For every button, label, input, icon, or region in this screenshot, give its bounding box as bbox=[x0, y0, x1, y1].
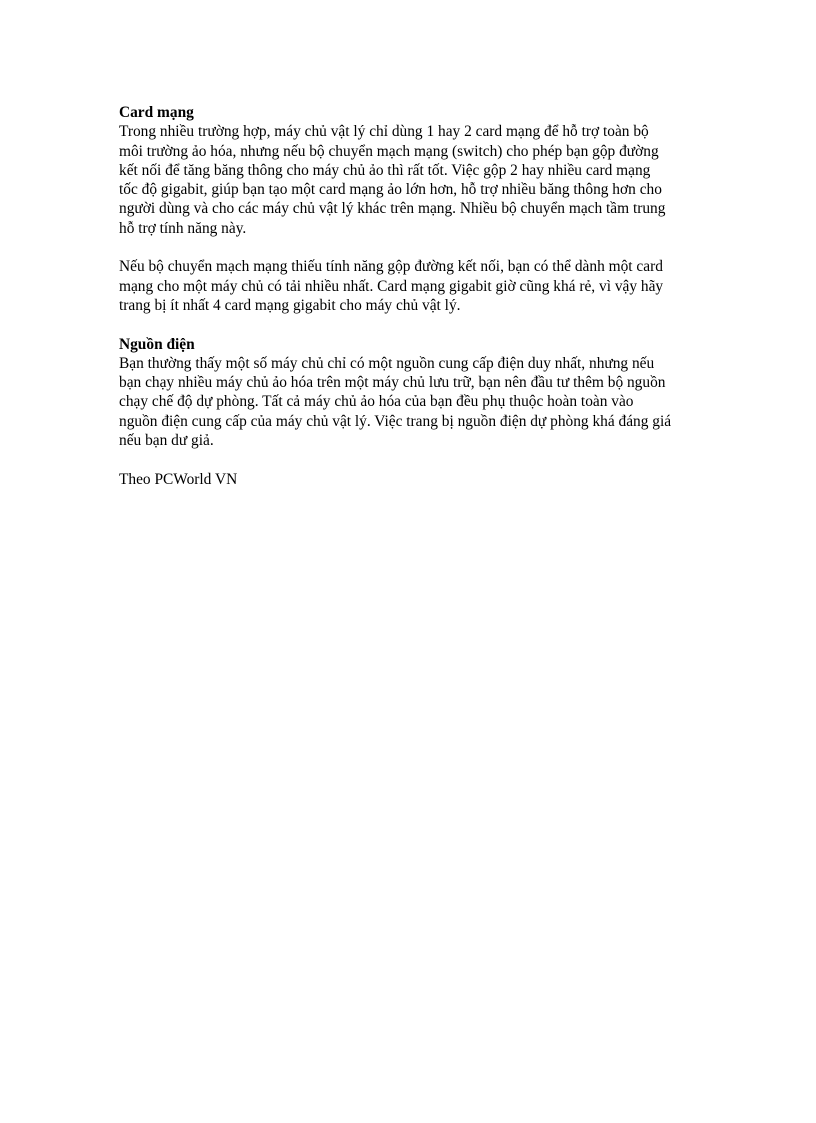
document-body bbox=[119, 103, 699, 489]
source-attribution: Theo PCWorld VN bbox=[119, 470, 238, 488]
text-line: tốc độ gigabit, giúp bạn tạo một card mạng ảo lớn hơn, hỗ trợ nhiều băng thông hơn cho bbox=[119, 181, 662, 199]
text-line: môi trường ảo hóa, nhưng nếu bộ chuyển mạch mạng (switch) cho phép bạn gộp đường bbox=[119, 142, 659, 160]
paragraph-spacer bbox=[119, 315, 699, 334]
text-line: trang bị ít nhất 4 card mạng gigabit cho máy chủ vật lý. bbox=[119, 296, 461, 314]
text-line: nếu bạn dư giả. bbox=[119, 432, 214, 450]
text-line: Bạn thường thấy một số máy chủ chỉ có một nguồn cung cấp điện duy nhất, nhưng nếu bbox=[119, 354, 655, 372]
text-line: người dùng và cho các máy chủ vật lý khác trên mạng. Nhiều bộ chuyển mạch tầm trung bbox=[119, 200, 666, 218]
text-line: nguồn điện cung cấp của máy chủ vật lý. Việc trang bị nguồn điện dự phòng khá đáng giá bbox=[119, 412, 672, 430]
text-line: chạy chế độ dự phòng. Tất cả máy chủ ảo hóa của bạn đều phụ thuộc hoàn toàn vào bbox=[119, 393, 634, 411]
text-line: hỗ trợ tính năng này. bbox=[119, 219, 247, 237]
paragraph-network-card-1 bbox=[119, 122, 699, 238]
paragraph-spacer bbox=[119, 238, 699, 257]
text-line: kết nối để tăng băng thông cho máy chủ ảo thì rất tốt. Việc gộp 2 hay nhiều card mạng bbox=[119, 161, 651, 179]
paragraph-spacer bbox=[119, 450, 699, 469]
text-line: Nếu bộ chuyển mạch mạng thiếu tính năng gộp đường kết nối, bạn có thể dành một card bbox=[119, 258, 663, 276]
section-heading-network-card: Card mạng bbox=[119, 104, 194, 121]
text-line: mạng cho một máy chủ có tải nhiều nhất. Card mạng gigabit giờ cũng khá rẻ, vì vậy hãy bbox=[119, 277, 664, 295]
text-line: Trong nhiều trường hợp, máy chủ vật lý chỉ dùng 1 hay 2 card mạng để hỗ trợ toàn bộ bbox=[119, 123, 649, 141]
section-heading-power-supply: Nguồn điện bbox=[119, 335, 195, 353]
paragraph-network-card-2 bbox=[119, 257, 699, 315]
text-line: bạn chạy nhiều máy chủ ảo hóa trên một máy chủ lưu trữ, bạn nên đầu tư thêm bộ nguồn bbox=[119, 374, 666, 392]
paragraph-power-supply-1 bbox=[119, 354, 699, 450]
